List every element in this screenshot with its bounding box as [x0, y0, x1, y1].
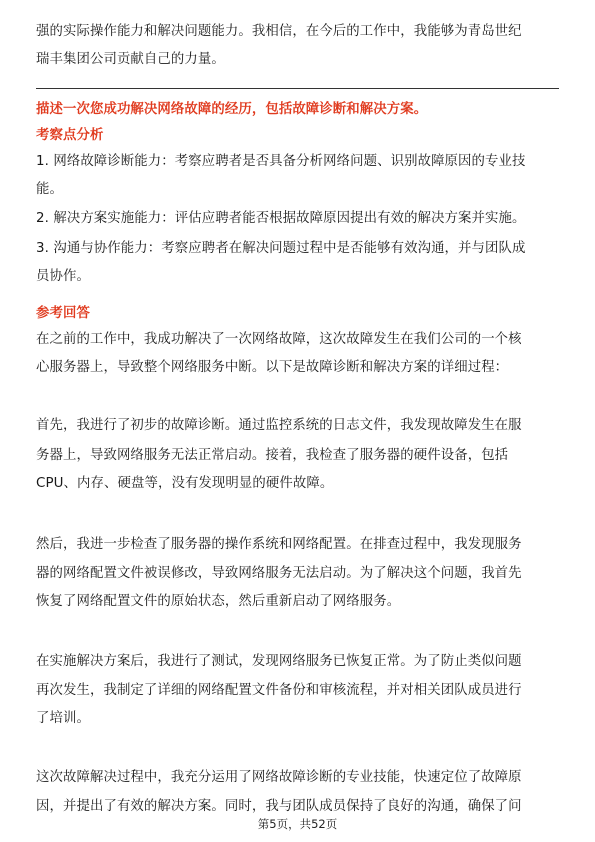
- analysis-line: 3. 沟通与协作能力：考察应聘者在解决问题过程中是否能够有效沟通，并与团队成: [36, 241, 526, 256]
- answer-p3-line: 然后，我进一步检查了服务器的操作系统和网络配置。在排查过程中，我发现服务: [36, 537, 522, 552]
- answer-heading: 参考回答: [36, 306, 90, 321]
- question-title: 描述一次您成功解决网络故障的经历，包括故障诊断和解决方案。: [36, 102, 428, 117]
- intro-line-2: 瑞丰集团公司贡献自己的力量。: [36, 52, 225, 67]
- answer-p2-line: CPU、内存、硬盘等，没有发现明显的硬件故障。: [36, 476, 334, 491]
- page-footer: 第5页，共52页: [257, 817, 338, 831]
- answer-p3-line: 器的网络配置文件被误修改，导致网络服务无法启动。为了解决这个问题，我首先: [36, 566, 522, 581]
- analysis-heading: 考察点分析: [36, 128, 104, 143]
- answer-p1-line: 在之前的工作中，我成功解决了一次网络故障，这次故障发生在我们公司的一个核: [36, 332, 522, 347]
- answer-p5-line: 因，并提出了有效的解决方案。同时，我与团队成员保持了良好的沟通，确保了问: [36, 799, 522, 814]
- answer-p3-line: 恢复了网络配置文件的原始状态，然后重新启动了网络服务。: [36, 594, 401, 609]
- section-divider: [36, 88, 559, 89]
- answer-p1-line: 心服务器上，导致整个网络服务中断。以下是故障诊断和解决方案的详细过程：: [36, 360, 509, 375]
- answer-p2-line: 首先，我进行了初步的故障诊断。通过监控系统的日志文件，我发现故障发生在服: [36, 418, 522, 433]
- answer-p4-line: 再次发生，我制定了详细的网络配置文件备份和审核流程，并对相关团队成员进行: [36, 683, 522, 698]
- analysis-line: 2. 解决方案实施能力：评估应聘者能否根据故障原因提出有效的解决方案并实施。: [36, 211, 526, 226]
- answer-p5-line: 这次故障解决过程中，我充分运用了网络故障诊断的专业技能，快速定位了故障原: [36, 770, 522, 785]
- answer-p2-line: 务器上，导致网络服务无法正常启动。接着，我检查了服务器的硬件设备，包括: [36, 448, 509, 463]
- answer-p4-line: 在实施解决方案后，我进行了测试，发现网络服务已恢复正常。为了防止类似问题: [36, 654, 522, 669]
- analysis-line: 能。: [36, 182, 63, 197]
- answer-p4-line: 了培训。: [36, 711, 90, 726]
- intro-line-1: 强的实际操作能力和解决问题能力。我相信，在今后的工作中，我能够为青岛世纪: [36, 24, 522, 39]
- analysis-line: 1. 网络故障诊断能力：考察应聘者是否具备分析网络问题、识别故障原因的专业技: [36, 154, 526, 169]
- analysis-line: 员协作。: [36, 269, 90, 284]
